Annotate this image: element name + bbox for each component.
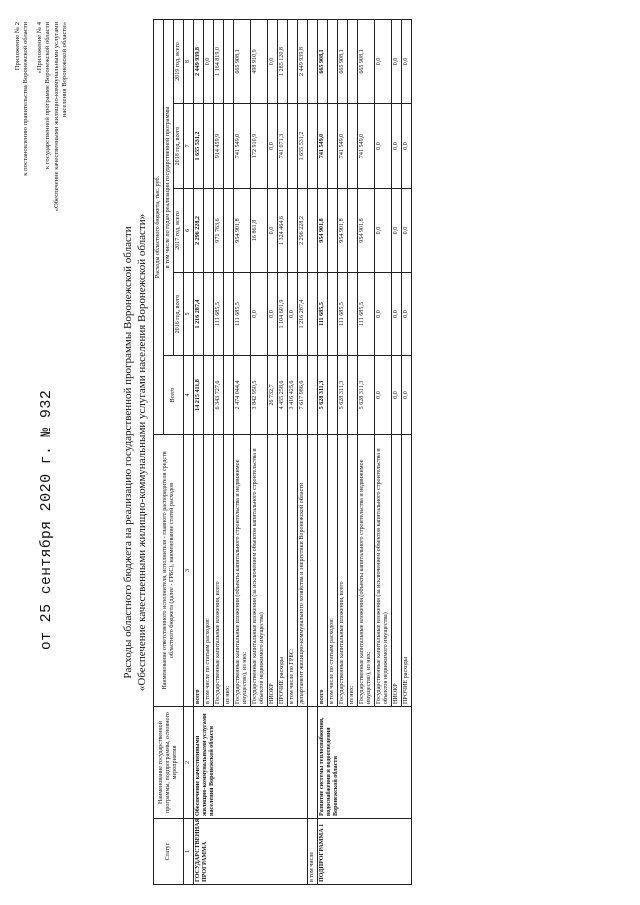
head-expenses: Расходы областного бюджета, тыс. руб.	[154, 19, 164, 434]
cell-v2019	[224, 19, 234, 103]
row-label: в том числе по ГРБС:	[288, 435, 298, 707]
row-label: в том числе по статьям расходов:	[328, 435, 338, 707]
row-label: департамент жилищно-коммунального хозяйства и энергетики Воронежской области	[298, 435, 308, 707]
cell-v2019: 0,0	[204, 19, 214, 103]
cell-v2017: 954 901,8	[358, 189, 375, 273]
row-label: ПРОЧИЕ расходы	[278, 435, 288, 707]
cell-v2016: 1 216 287,4	[298, 273, 308, 356]
cell-v2019: 498 910,9	[251, 19, 268, 103]
cell-total: 26 732,7	[268, 356, 278, 435]
appendix-number: Приложение № 2	[14, 22, 21, 71]
cell-v2019: 1 164 819,0	[214, 19, 224, 103]
row-label: всего	[194, 435, 204, 707]
cell-v2016: 0,0	[251, 273, 268, 356]
cell-v2017: 954 901,8	[318, 189, 328, 273]
cell-v2016: 1 104 601,9	[278, 273, 288, 356]
row-label: НИОКР	[268, 435, 278, 707]
cell-v2017	[224, 189, 234, 273]
cell-v2019: 0,0	[375, 19, 392, 103]
cell-total: 0,0	[392, 356, 402, 435]
table-row	[194, 19, 204, 884]
empty-cell	[308, 189, 318, 273]
table-row	[318, 19, 328, 884]
date-year-suffix: г.	[39, 445, 55, 465]
cell-v2016: 0,0	[375, 273, 392, 356]
cell-v2018	[224, 104, 234, 189]
empty-cell	[308, 707, 318, 819]
col-number: 8	[184, 19, 194, 103]
program-appendix-line-3: «Обеспечение качественными жилищно-коммунальными услугами	[52, 22, 60, 212]
title-line-1: Расходы областного бюджета на реализацию государственной программы Воронежской области	[122, 226, 134, 679]
cell-v2019: 665 908,1	[234, 19, 251, 103]
subprogram-1-status: ПОДПРОГРАММА 1	[318, 819, 412, 885]
table-body	[194, 19, 412, 884]
appendix-decree: к постановлению правительства Воронежской области	[22, 22, 30, 176]
cell-v2019: 2 449 939,8	[194, 19, 204, 103]
appendix-header	[14, 22, 31, 176]
cell-v2016: 111 685,5	[214, 273, 224, 356]
head-year-2017: 2017 год, всего	[174, 189, 184, 273]
cell-total: 3 842 950,5	[251, 356, 268, 435]
head-by-years: в том числе по годам реализации государственной программы	[164, 19, 174, 355]
cell-v2019	[348, 19, 358, 103]
cell-v2018: 0,0	[402, 104, 412, 189]
including-row	[308, 19, 318, 884]
row-label: НИОКР	[392, 435, 402, 707]
cell-v2019: 665 908,1	[358, 19, 375, 103]
head-year-2019: 2019 год, всего	[174, 19, 184, 103]
program-appendix-line-4: населения Воронежской области»	[61, 22, 69, 118]
cell-v2017: 0,0	[392, 189, 402, 273]
empty-cell	[308, 104, 318, 189]
cell-v2018: 741 549,0	[234, 104, 251, 189]
head-total: Всего	[164, 356, 184, 435]
cell-v2019: 2 449 939,8	[298, 19, 308, 103]
cell-v2019	[288, 19, 298, 103]
col-number: 1	[184, 819, 194, 885]
empty-cell	[308, 356, 318, 435]
cell-v2018	[288, 104, 298, 189]
cell-v2017: 2 296 228,2	[194, 189, 204, 273]
cell-v2016: 0,0	[288, 273, 298, 356]
row-label: Государственные капитальные вложения (за исключением объектов капитального строительства и объектов недвижимого имущества)	[375, 435, 392, 707]
cell-v2017: 0,0	[375, 189, 392, 273]
cell-v2016: 111 685,5	[318, 273, 328, 356]
cell-v2019	[328, 19, 338, 103]
cell-v2018: 914 459,9	[214, 104, 224, 189]
cell-total	[348, 356, 358, 435]
cell-v2019: 665 908,1	[338, 19, 348, 103]
cell-v2016: 1 216 287,4	[194, 273, 204, 356]
cell-v2019: 665 908,1	[318, 19, 328, 103]
cell-v2016: 111 685,5	[234, 273, 251, 356]
column-number-row	[184, 19, 194, 884]
row-label: из них:	[348, 435, 358, 707]
head-year-2016: 2016 год, всего	[174, 273, 184, 356]
expenses-table	[153, 19, 412, 885]
cell-total: 0,0	[402, 356, 412, 435]
cell-v2018	[328, 104, 338, 189]
cell-total: 5 628 311,3	[318, 356, 328, 435]
cell-total: 2 474 044,4	[234, 356, 251, 435]
cell-v2018: 0,0	[392, 104, 402, 189]
date-day: 25	[38, 603, 55, 623]
empty-cell	[308, 19, 318, 103]
cell-v2019: 0,0	[268, 19, 278, 103]
col-number: 7	[184, 104, 194, 189]
date-year: 2020	[38, 473, 55, 512]
cell-v2017	[204, 189, 214, 273]
cell-v2018: 741 549,0	[358, 104, 375, 189]
document-title	[122, 0, 150, 905]
number-sign: №	[39, 427, 55, 437]
col-number: 2	[184, 707, 194, 819]
cell-v2018: 172 910,9	[251, 104, 268, 189]
row-label: ПРОЧИЕ расходы	[402, 435, 412, 707]
cell-v2018: 741 549,0	[338, 104, 348, 189]
cell-v2017: 2 296 228,2	[298, 189, 308, 273]
cell-v2018: 1 655 531,2	[194, 104, 204, 189]
cell-v2017	[348, 189, 358, 273]
row-label: из них:	[224, 435, 234, 707]
title-line-2: «Обеспечение качественными жилищно-коммунальными услугами населения Воронежской области»	[135, 213, 148, 692]
row-label: Государственные капитальные вложения (объекты капитального строительства и недвижимое имущество), из них:	[358, 435, 375, 707]
cell-v2018: 741 549,0	[318, 104, 328, 189]
cell-v2018: 741 071,3	[278, 104, 288, 189]
row-label: всего	[318, 435, 328, 707]
state-program-name: Обеспечение качественными жилищно-коммунальными услугами населения Воронежской области	[194, 707, 308, 819]
cell-v2016: 111 685,5	[338, 273, 348, 356]
col-number: 5	[184, 273, 194, 356]
date-month: сентября	[39, 520, 55, 595]
cell-total: 7 617 986,6	[298, 356, 308, 435]
cell-v2018	[348, 104, 358, 189]
cell-total: 0,0	[375, 356, 392, 435]
head-executor: Наименование ответственного исполнителя, исполнителя - главного распорядителя средств областного бюджета (далее - ГРБС), наименование статей расходов	[154, 435, 184, 707]
empty-cell	[308, 273, 318, 356]
row-label: Государственные капитальные вложения, всего	[338, 435, 348, 707]
col-number: 6	[184, 189, 194, 273]
cell-total: 3 416 425,6	[288, 356, 298, 435]
program-appendix-line-2: к государственной программе Воронежской области	[44, 22, 52, 169]
cell-total: 6 343 727,6	[214, 356, 224, 435]
empty-cell	[308, 435, 318, 707]
cell-v2017: 0,0	[268, 189, 278, 273]
subprogram-1-name: Развитие системы теплоснабжения, водоснабжения и водоотведения Воронежской области	[318, 707, 412, 819]
col-number: 4	[184, 356, 194, 435]
state-program-status: ГОСУДАРСТВЕННАЯ ПРОГРАММА	[194, 819, 308, 885]
date-prefix: от	[39, 631, 55, 650]
cell-v2017: 16 861,8	[251, 189, 268, 273]
cell-total	[204, 356, 214, 435]
cell-v2016	[224, 273, 234, 356]
cell-v2019: 1 285 120,8	[278, 19, 288, 103]
head-program: Наименование государственной программы, подпрограммы, основного мероприятия	[154, 707, 184, 819]
head-status: Статус	[154, 819, 184, 885]
decree-number: 932	[38, 389, 55, 419]
cell-total	[328, 356, 338, 435]
cell-total: 5 628 311,3	[358, 356, 375, 435]
cell-v2016: 0,0	[268, 273, 278, 356]
row-label: Государственные капитальные вложения (за исключением объектов капитального строительства и объектов недвижимого имущества)	[251, 435, 268, 707]
cell-v2017: 0,0	[402, 189, 412, 273]
cell-total	[224, 356, 234, 435]
cell-total: 5 628 311,3	[338, 356, 348, 435]
program-appendix-line-1: «Приложение № 4	[36, 22, 43, 74]
cell-v2016: 111 685,5	[358, 273, 375, 356]
cell-v2016	[348, 273, 358, 356]
cell-v2018: 1 655 531,2	[298, 104, 308, 189]
including-label: в том числе	[308, 819, 318, 885]
cell-v2017: 954 901,8	[338, 189, 348, 273]
cell-v2017	[288, 189, 298, 273]
col-number: 3	[184, 435, 194, 707]
cell-total: 14 215 411,8	[194, 356, 204, 435]
row-label: в том числе по статьям расходов:	[204, 435, 214, 707]
cell-total: 4 455 258,6	[278, 356, 288, 435]
cell-v2018: 0,0	[268, 104, 278, 189]
cell-v2017: 954 901,8	[234, 189, 251, 273]
cell-v2016: 0,0	[402, 273, 412, 356]
cell-v2018	[204, 104, 214, 189]
row-label: Государственные капитальные вложения (объекты капитального строительства и недвижимое имущество), из них:	[234, 435, 251, 707]
head-year-2018: 2018 год, всего	[174, 104, 184, 189]
cell-v2016: 0,0	[392, 273, 402, 356]
program-appendix-header	[36, 22, 70, 211]
decree-date	[38, 390, 55, 650]
cell-v2017	[328, 189, 338, 273]
cell-v2019: 0,0	[402, 19, 412, 103]
cell-v2017: 971 763,6	[214, 189, 224, 273]
cell-v2019: 0,0	[392, 19, 402, 103]
cell-v2016	[204, 273, 214, 356]
row-label: Государственные капитальные вложения, всего	[214, 435, 224, 707]
cell-v2017: 1 324 464,6	[278, 189, 288, 273]
cell-v2018: 0,0	[375, 104, 392, 189]
cell-v2016	[328, 273, 338, 356]
